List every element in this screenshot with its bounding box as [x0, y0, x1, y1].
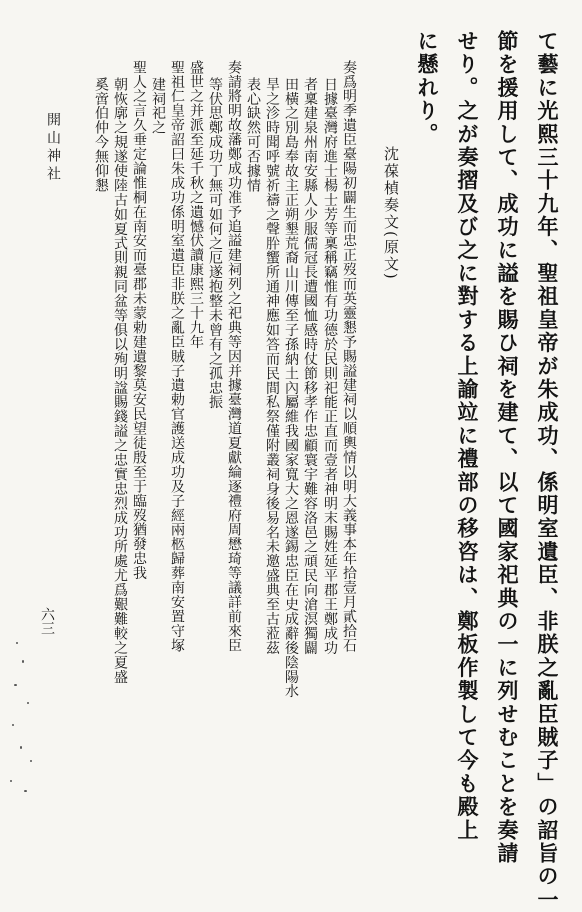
memorial-line-14: 奚啻伯仲今無仰懇 [93, 77, 109, 193]
memorial-line-7: 奏請將明故藩鄭成功准予追謚建祠列之祀典等因并據臺灣道夏獻綸逐禮府周懋琦等議詳前來臣 [226, 60, 242, 653]
memorial-line-9: 盛世之并派至延千秋之遺憾伏讀康熙三十九年 [188, 60, 204, 349]
page-number: 六三 [39, 607, 55, 635]
footer-caption: 開山神社 [45, 112, 61, 184]
memorial-line-6: 表心缺然可否據情 [245, 77, 261, 193]
memorial-line-11: 建祠祀之 [150, 77, 166, 135]
memorial-title: 沈葆楨奏文(原文) [382, 146, 400, 281]
memorial-line-1: 奏爲明季遺臣臺陽初闢生而忠正歿而英靈懇予賜謚建祠以順輿情以明大義事本年拾壹月貳拾石 [341, 60, 357, 653]
main-text-line-1: て藝に光熙三十九年、聖祖皇帝が朱成功、係明室遺臣、非朕之亂臣賊子」の詔旨の一 [535, 30, 560, 912]
main-text-line-2: 節を援用して、成功に謚を賜ひ祠を建て、以て國家祀典の一に列せむことを奏請 [495, 30, 520, 866]
memorial-line-8: 等伏思鄭成功丁無可如何之厄遂抱整未曾有之孤忠振 [207, 77, 223, 410]
memorial-line-13: 朝恢廓之規遂使陸古如夏式則親同盆等俱以殉明諡賜錢謚之忠實忠烈成功所處尤爲艱難較之夏盛 [112, 77, 128, 684]
memorial-line-10: 聖祖仁皇帝詔曰朱成功係明室遺臣非朕之亂臣賊子遺勅官護送成功及子經兩柩歸葬南安置守塚 [169, 60, 185, 653]
memorial-line-4: 田橫之別島奉故主正朔墾荒裔山川傳至子孫納土內屬維我國家寬大之恩遂錫忠臣在史成辭後陰陽水 [283, 77, 299, 699]
main-text-line-3: せり。之が奏摺及び之に對する上諭竝に禮部の移咨は、鄭板作製して今も殿上 [455, 30, 480, 842]
memorial-line-2: 日據臺灣府進士楊士芳等稟稱竊惟有功德於民則祀能正直而壹者神明末賜姓延平郡王鄭成功 [322, 77, 338, 655]
main-text-line-4: に懸れり。 [415, 30, 440, 146]
memorial-line-3: 者稟建泉州南安縣人少服儒冠長遭國恤感時仗節移孝作忠顧寰宇難容洛邑之頑民向滄溟獨闢 [302, 77, 318, 655]
memorial-line-12: 聖人之言久垂定論惟桐在南安而臺郡未蒙勅建遺黎莫安民望徒殷至于臨歿猶發忠我 [131, 60, 147, 581]
memorial-line-5: 旱之沴時聞呼號祈禱之聲肸蠁所通神應如答而民間私祭僅附叢祠身後易名未邀盛典至古蒞茲 [264, 77, 280, 655]
